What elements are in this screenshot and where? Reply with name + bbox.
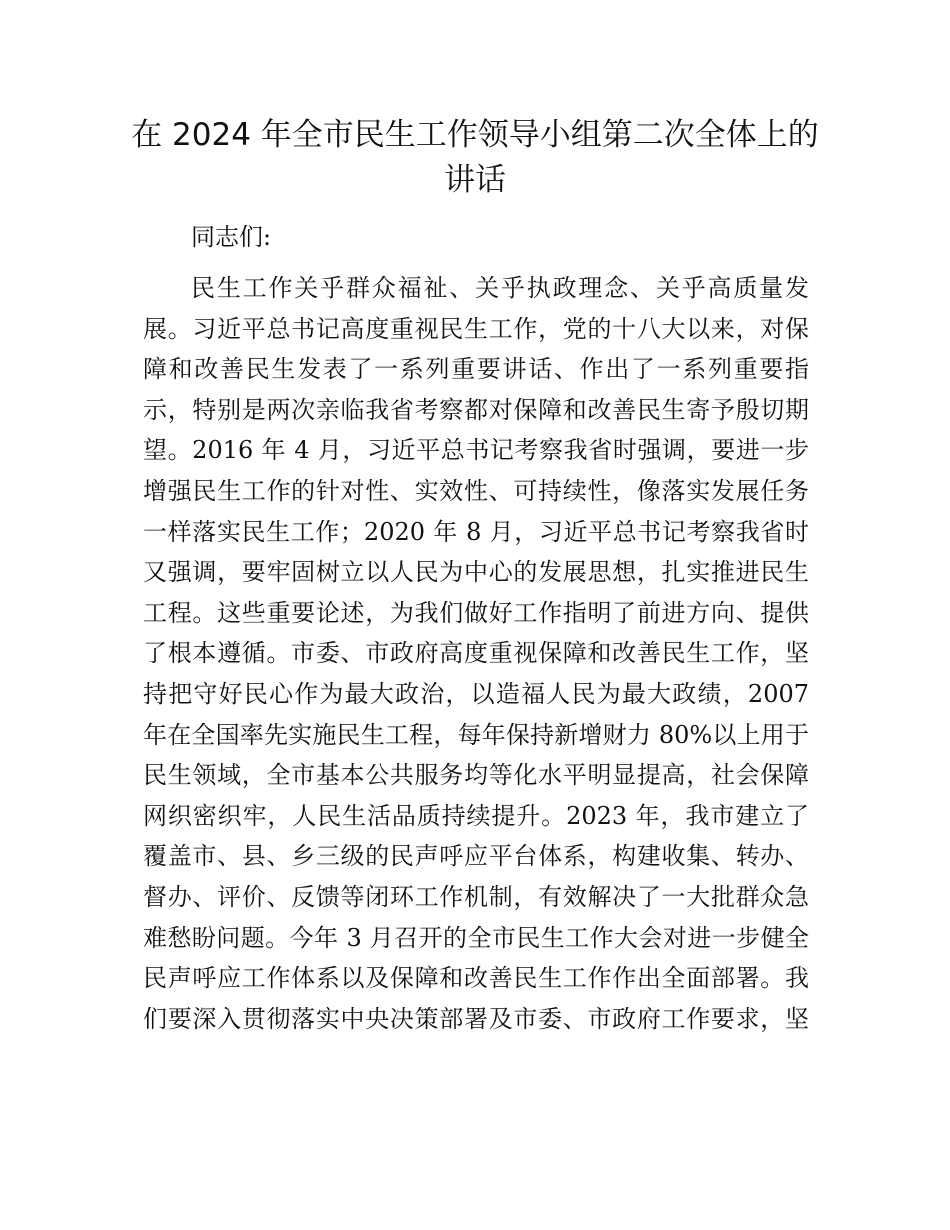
body-text-line: 工程。这些重要论述，为我们做好工作指明了前进方向、提供	[143, 598, 809, 627]
body-text-line: 示，特别是两次亲临我省考察都对保障和改善民生寄予殷切期	[143, 395, 809, 424]
body-text-line: 望。2016 年 4 月，习近平总书记考察我省时强调，要进一步	[143, 436, 809, 465]
body-text-line: 民生工作关乎群众福祉、关乎执政理念、关乎高质量发	[191, 274, 809, 302]
body-text-line: 们要深入贯彻落实中央决策部署及市委、市政府工作要求，坚	[143, 1004, 809, 1033]
body-text-line: 网织密织牢，人民生活品质持续提升。2023 年，我市建立了	[143, 801, 809, 830]
body-text-line: 覆盖市、县、乡三级的民声呼应平台体系，构建收集、转办、	[143, 842, 809, 871]
body-text-line: 一样落实民生工作；2020 年 8 月，习近平总书记考察我省时	[143, 517, 809, 546]
body-text-line: 障和改善民生发表了一系列重要讲话、作出了一系列重要指	[143, 355, 809, 384]
body-text-line: 难愁盼问题。今年 3 月召开的全市民生工作大会对进一步健全	[143, 923, 809, 952]
body-text-line: 展。习近平总书记高度重视民生工作，党的十八大以来，对保	[143, 314, 809, 343]
document-title: 在 2024 年全市民生工作领导小组第二次全体上的讲话	[131, 117, 819, 198]
body-text-line: 又强调，要牢固树立以人民为中心的发展思想，扎实推进民生	[143, 558, 809, 587]
body-text-line: 督办、评价、反馈等闭环工作机制，有效解决了一大批群众急	[143, 883, 809, 911]
body-text-line: 年在全国率先实施民生工程，每年保持新增财力 80%以上用于	[143, 720, 809, 749]
body-text-line: 持把守好民心作为最大政治，以造福人民为最大政绩，2007	[143, 680, 809, 708]
salutation: 同志们:	[191, 223, 272, 251]
body-text-line: 增强民生工作的针对性、实效性、可持续性，像落实发展任务	[143, 477, 809, 505]
body-text-line: 民生领域，全市基本公共服务均等化水平明显提高，社会保障	[143, 761, 809, 790]
body-text-line: 民声呼应工作体系以及保障和改善民生工作作出全面部署。我	[143, 964, 809, 993]
body-text-line: 了根本遵循。市委、市政府高度重视保障和改善民生工作，坚	[143, 639, 809, 668]
